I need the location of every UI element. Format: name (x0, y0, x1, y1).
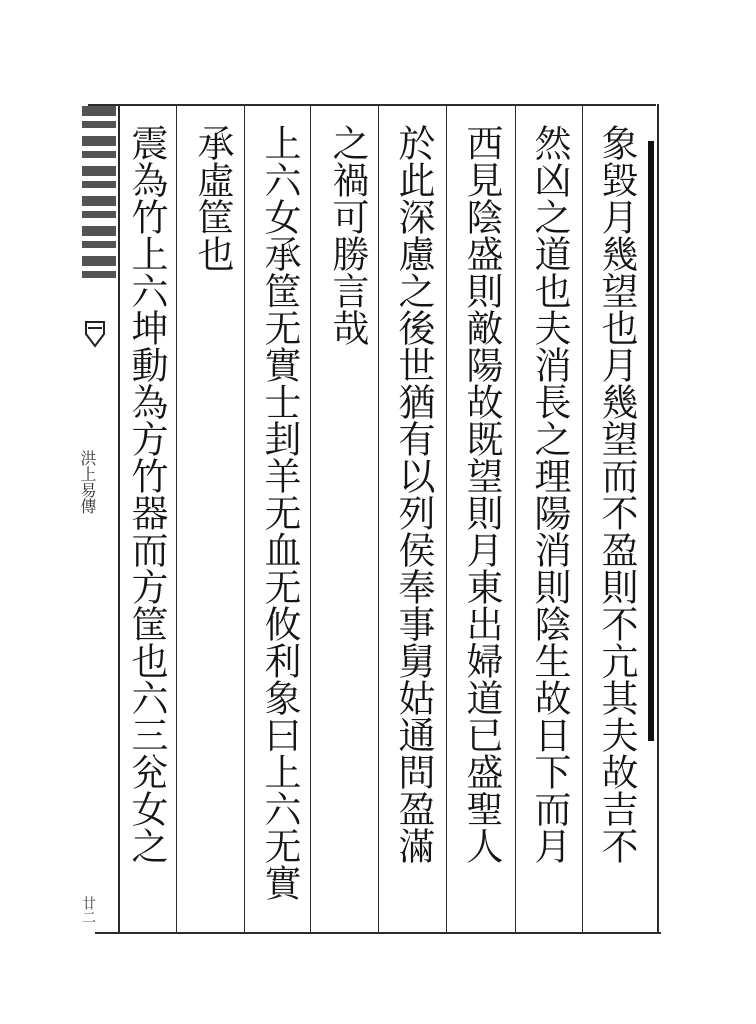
text-column-3: 西見陰盛則敵陽故既望則月東出婦道已盛聖人 (460, 124, 503, 864)
margin-header-block (82, 106, 116, 286)
bottom-border (95, 932, 661, 934)
right-border (657, 104, 659, 934)
column-rule-3 (446, 106, 447, 932)
column-rule-1 (582, 106, 583, 932)
text-column-7: 承虛筐也 (191, 124, 234, 272)
column-rule-5 (310, 106, 311, 932)
text-column-6: 上六女承筐无實士刲羊无血无攸利象曰上六无實 (258, 124, 301, 901)
ink-bar (648, 141, 654, 741)
margin-book-title: 洪上易傳 (78, 450, 97, 514)
column-rule-2 (515, 106, 516, 932)
column-rule-4 (378, 106, 379, 932)
text-column-2: 然凶之道也夫消長之理陽消則陰生故日下而月 (528, 124, 571, 864)
fish-tail-mark-icon (84, 320, 106, 348)
text-column-8: 震為竹上六坤動為方竹器而方筐也六三兊女之 (125, 124, 168, 864)
text-column-5: 之禍可勝言哉 (326, 124, 369, 346)
margin-page-number: 廿二 (80, 896, 96, 924)
center-fold-line (118, 104, 120, 934)
column-rule-6 (244, 106, 245, 932)
text-column-4: 於此深慮之後世猶有以列侯奉事舅姑通問盈滿 (392, 124, 435, 864)
text-column-1: 象毀月幾望也月幾望而不盈則不亢其夫故吉不 (595, 124, 638, 864)
top-border (88, 104, 656, 106)
column-rule-7 (176, 106, 177, 932)
